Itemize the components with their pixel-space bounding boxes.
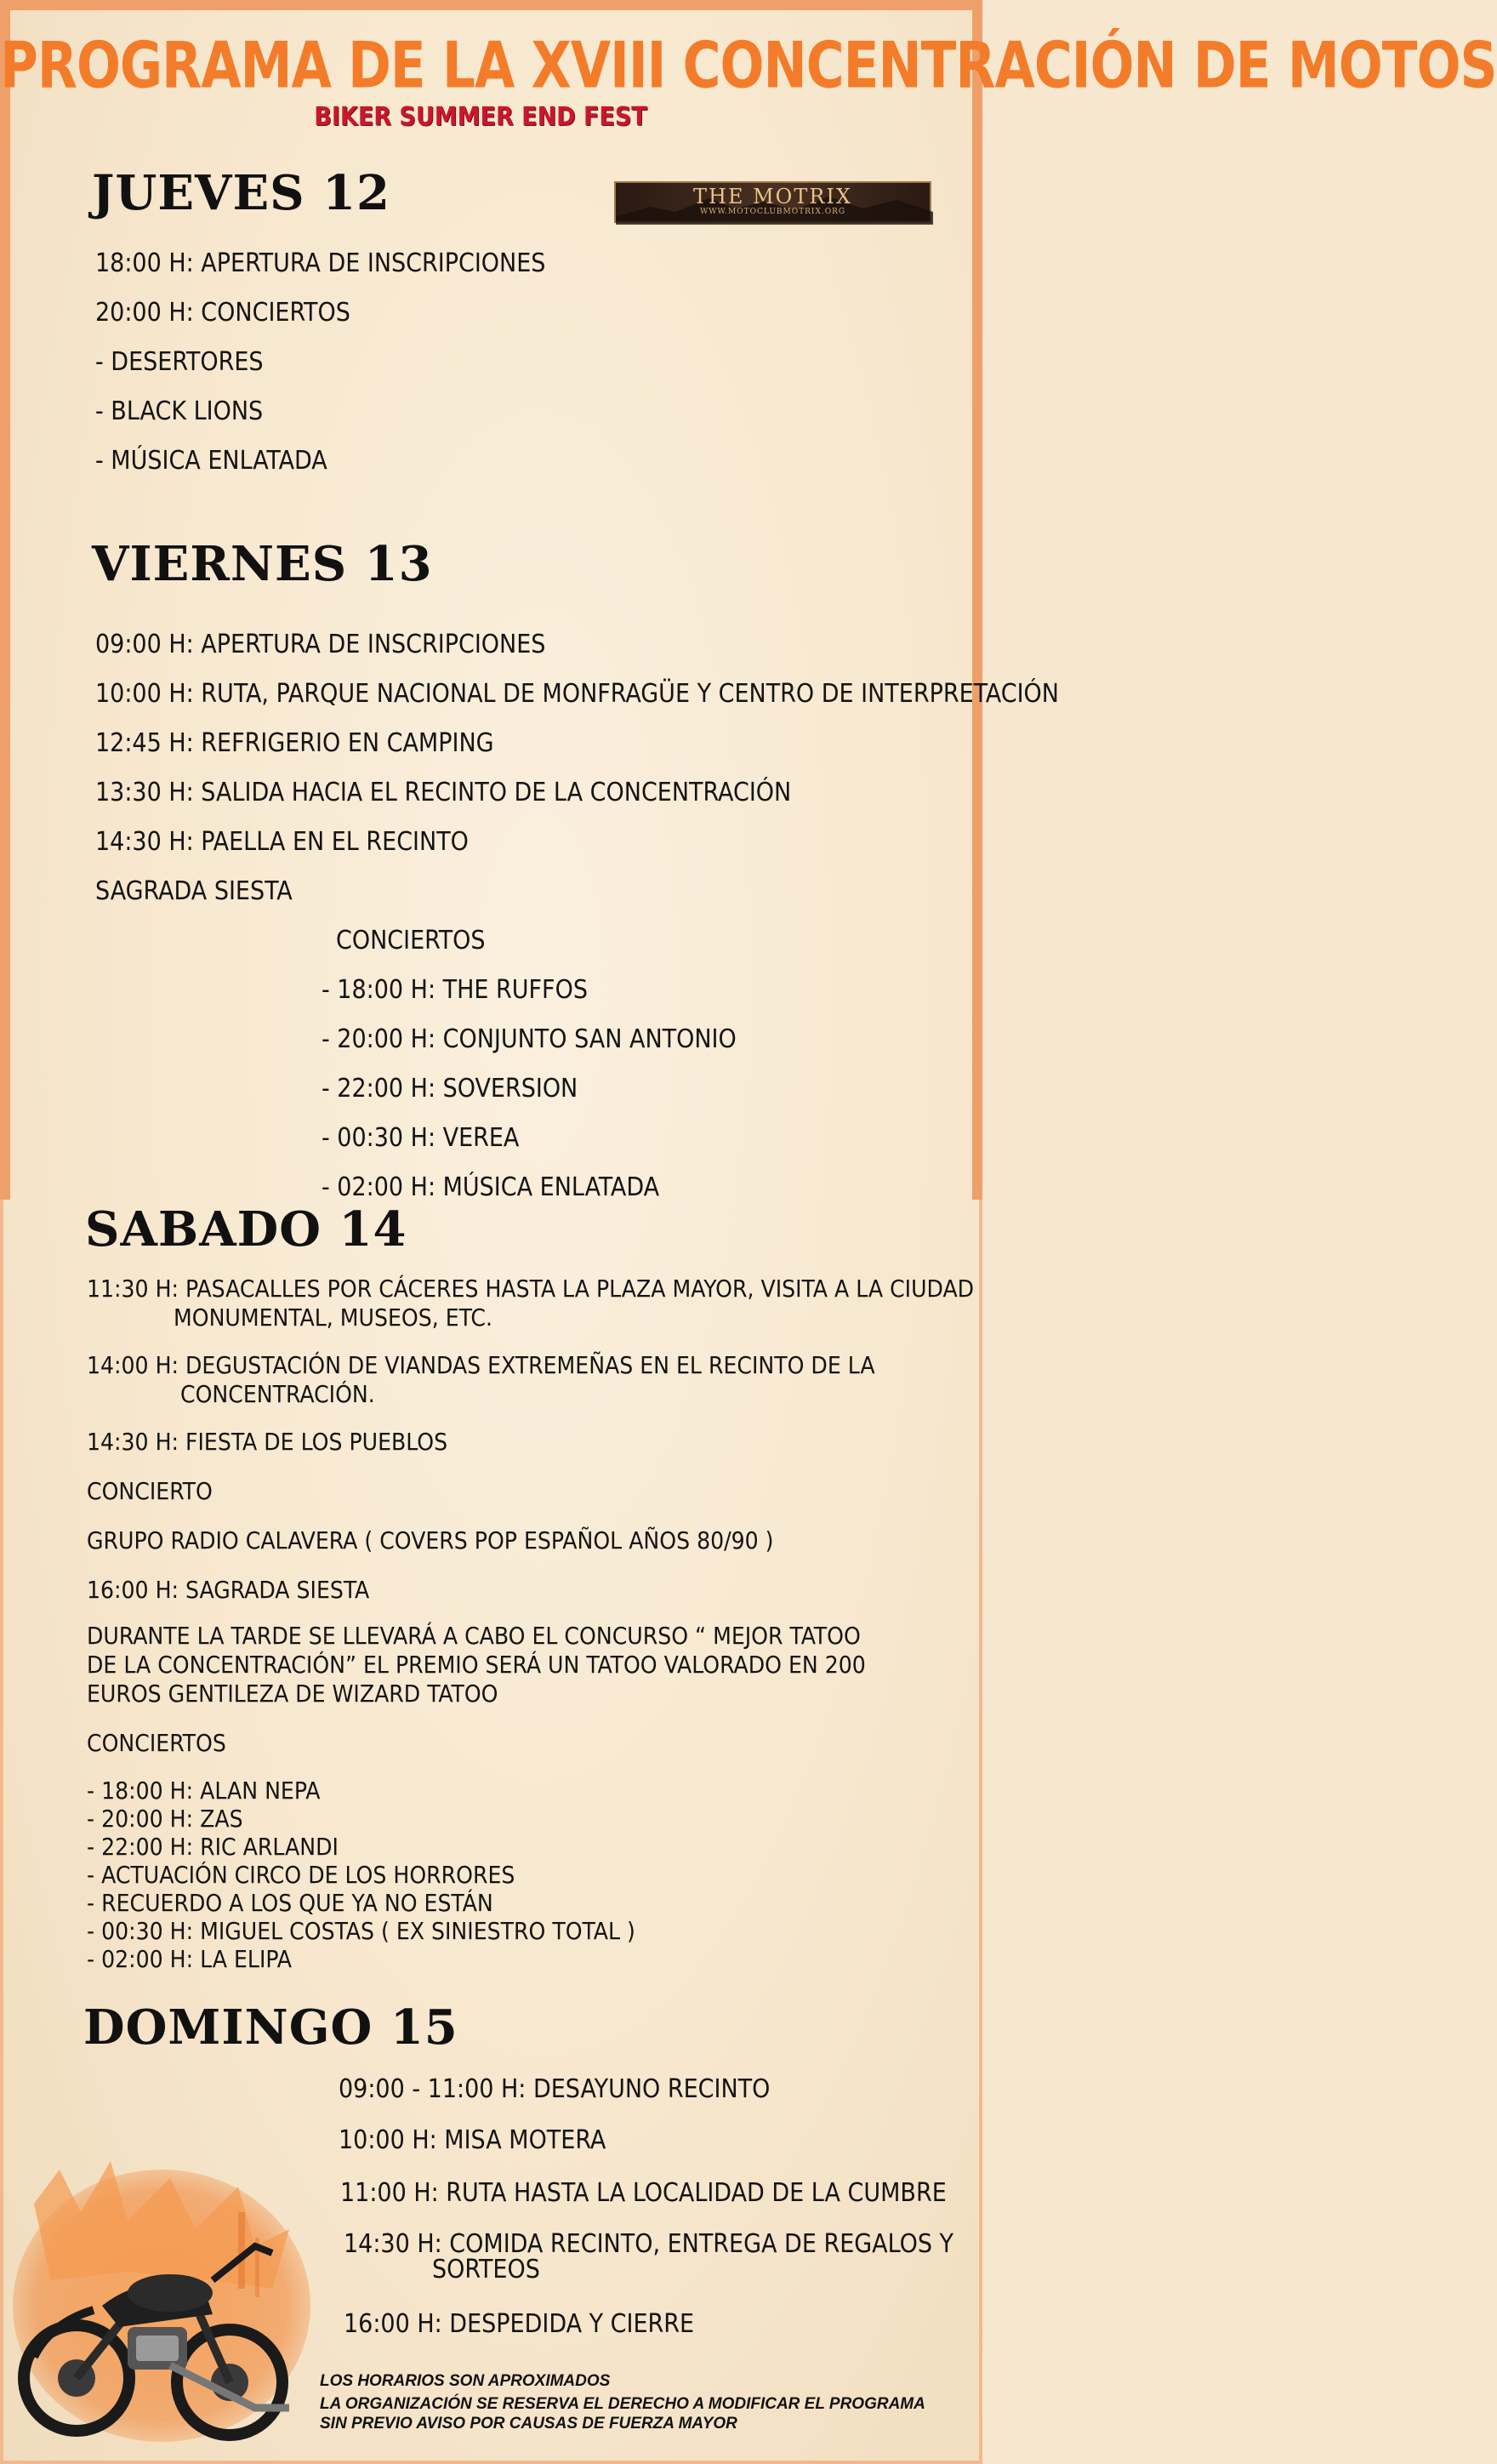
viernes-item: 10:00 H: RUTA, PARQUE NACIONAL DE MONFRAGÜE Y CENTRO DE INTERPRETACIÓN (95, 679, 1059, 709)
viernes-item: 13:30 H: SALIDA HACIA EL RECINTO DE LA CONCENTRACIÓN (95, 778, 792, 807)
logo-name: THE MOTRIX (693, 185, 852, 208)
domingo-item: 11:00 H: RUTA HASTA LA LOCALIDAD DE LA CUMBRE (340, 2178, 947, 2208)
day-heading-domingo: DOMINGO 15 (83, 1999, 458, 2056)
jueves-item: 18:00 H: APERTURA DE INSCRIPCIONES (95, 248, 546, 278)
viernes-concert: - 18:00 H: THE RUFFOS (322, 975, 588, 1005)
domingo-item: 16:00 H: DESPEDIDA Y CIERRE (344, 2309, 695, 2339)
sabado-concerts-title: CONCIERTOS (87, 1729, 226, 1757)
viernes-item: 14:30 H: PAELLA EN EL RECINTO (95, 827, 469, 857)
domingo-item: 14:30 H: COMIDA RECINTO, ENTREGA DE REGALOS Y (344, 2229, 954, 2259)
sabado-concert: - 02:00 H: LA ELIPA (87, 1945, 292, 1973)
viernes-item: 12:45 H: REFRIGERIO EN CAMPING (95, 728, 494, 758)
tattoo-contest-notice: DURANTE LA TARDE SE LLEVARÁ A CABO EL CONCURSO “ MEJOR TATOO DE LA CONCENTRACIÓN” EL PREMIO SERÁ UN TATOO VALORADO EN 200 EUROS GENTILEZA DE WIZARD TATOO (87, 1622, 866, 1708)
viernes-item: 09:00 H: APERTURA DE INSCRIPCIONES (95, 630, 546, 659)
jueves-item: - DESERTORES (95, 347, 264, 377)
sabado-concert: - 18:00 H: ALAN NEPA (87, 1777, 321, 1805)
sabado-concert-label: CONCIERTO (87, 1477, 213, 1505)
domingo-item: 09:00 - 11:00 H: DESAYUNO RECINTO (339, 2074, 771, 2104)
sabado-item-cont: MONUMENTAL, MUSEOS, ETC. (174, 1303, 492, 1332)
sabado-concert: - 20:00 H: ZAS (87, 1805, 243, 1833)
disclaimer-line: LOS HORARIOS SON APROXIMADOS (320, 2372, 611, 2390)
domingo-item-cont: SORTEOS (432, 2255, 540, 2284)
motrix-logo (614, 181, 931, 223)
sabado-item: 11:30 H: PASACALLES POR CÁCERES HASTA LA PLAZA MAYOR, VISITA A LA CIUDAD (87, 1275, 975, 1303)
sabado-concert: - 22:00 H: RIC ARLANDI (87, 1833, 339, 1861)
viernes-concert: - 00:30 H: VEREA (322, 1123, 520, 1153)
sabado-item-cont: CONCENTRACIÓN. (180, 1380, 375, 1408)
jueves-item: - MÚSICA ENLATADA (95, 446, 327, 476)
poster-subtitle: BIKER SUMMER END FEST (314, 102, 647, 132)
sabado-item: 14:00 H: DEGUSTACIÓN DE VIANDAS EXTREMEÑAS EN EL RECINTO DE LA (87, 1351, 875, 1379)
logo-url: WWW.MOTOCLUBMOTRIX.ORG (699, 208, 846, 216)
motorcycle-illustration (0, 2153, 306, 2464)
sabado-concert-band: GRUPO RADIO CALAVERA ( COVERS POP ESPAÑOL AÑOS 80/90 ) (87, 1526, 774, 1554)
viernes-concert: - 22:00 H: SOVERSION (322, 1074, 578, 1104)
sabado-concert: - RECUERDO A LOS QUE YA NO ESTÁN (87, 1889, 493, 1917)
sabado-concert: - 00:30 H: MIGUEL COSTAS ( EX SINIESTRO TOTAL ) (87, 1917, 635, 1945)
viernes-concerts-title: CONCIERTOS (336, 926, 486, 955)
sabado-item: 14:30 H: FIESTA DE LOS PUEBLOS (87, 1428, 448, 1456)
jueves-item: - BLACK LIONS (95, 396, 264, 426)
day-heading-sabado: SABADO 14 (85, 1201, 407, 1258)
viernes-concert: - 20:00 H: CONJUNTO SAN ANTONIO (322, 1024, 737, 1054)
disclaimer-line: LA ORGANIZACIÓN SE RESERVA EL DERECHO A MODIFICAR EL PROGRAMA (320, 2395, 925, 2413)
poster-title: PROGRAMA DE LA XVIII CONCENTRACIÓN DE MOTOS (0, 29, 1497, 103)
day-heading-jueves: JUEVES 12 (92, 165, 391, 221)
jueves-item: 20:00 H: CONCIERTOS (95, 298, 350, 328)
domingo-item: 10:00 H: MISA MOTERA (339, 2125, 606, 2155)
viernes-concert: - 02:00 H: MÚSICA ENLATADA (322, 1172, 660, 1202)
sabado-concert: - ACTUACIÓN CIRCO DE LOS HORRORES (87, 1861, 515, 1889)
viernes-item: SAGRADA SIESTA (95, 876, 293, 906)
day-heading-viernes: VIERNES 13 (92, 536, 433, 592)
disclaimer-line: SIN PREVIO AVISO POR CAUSAS DE FUERZA MAYOR (320, 2415, 737, 2433)
sabado-siesta: 16:00 H: SAGRADA SIESTA (87, 1576, 370, 1604)
